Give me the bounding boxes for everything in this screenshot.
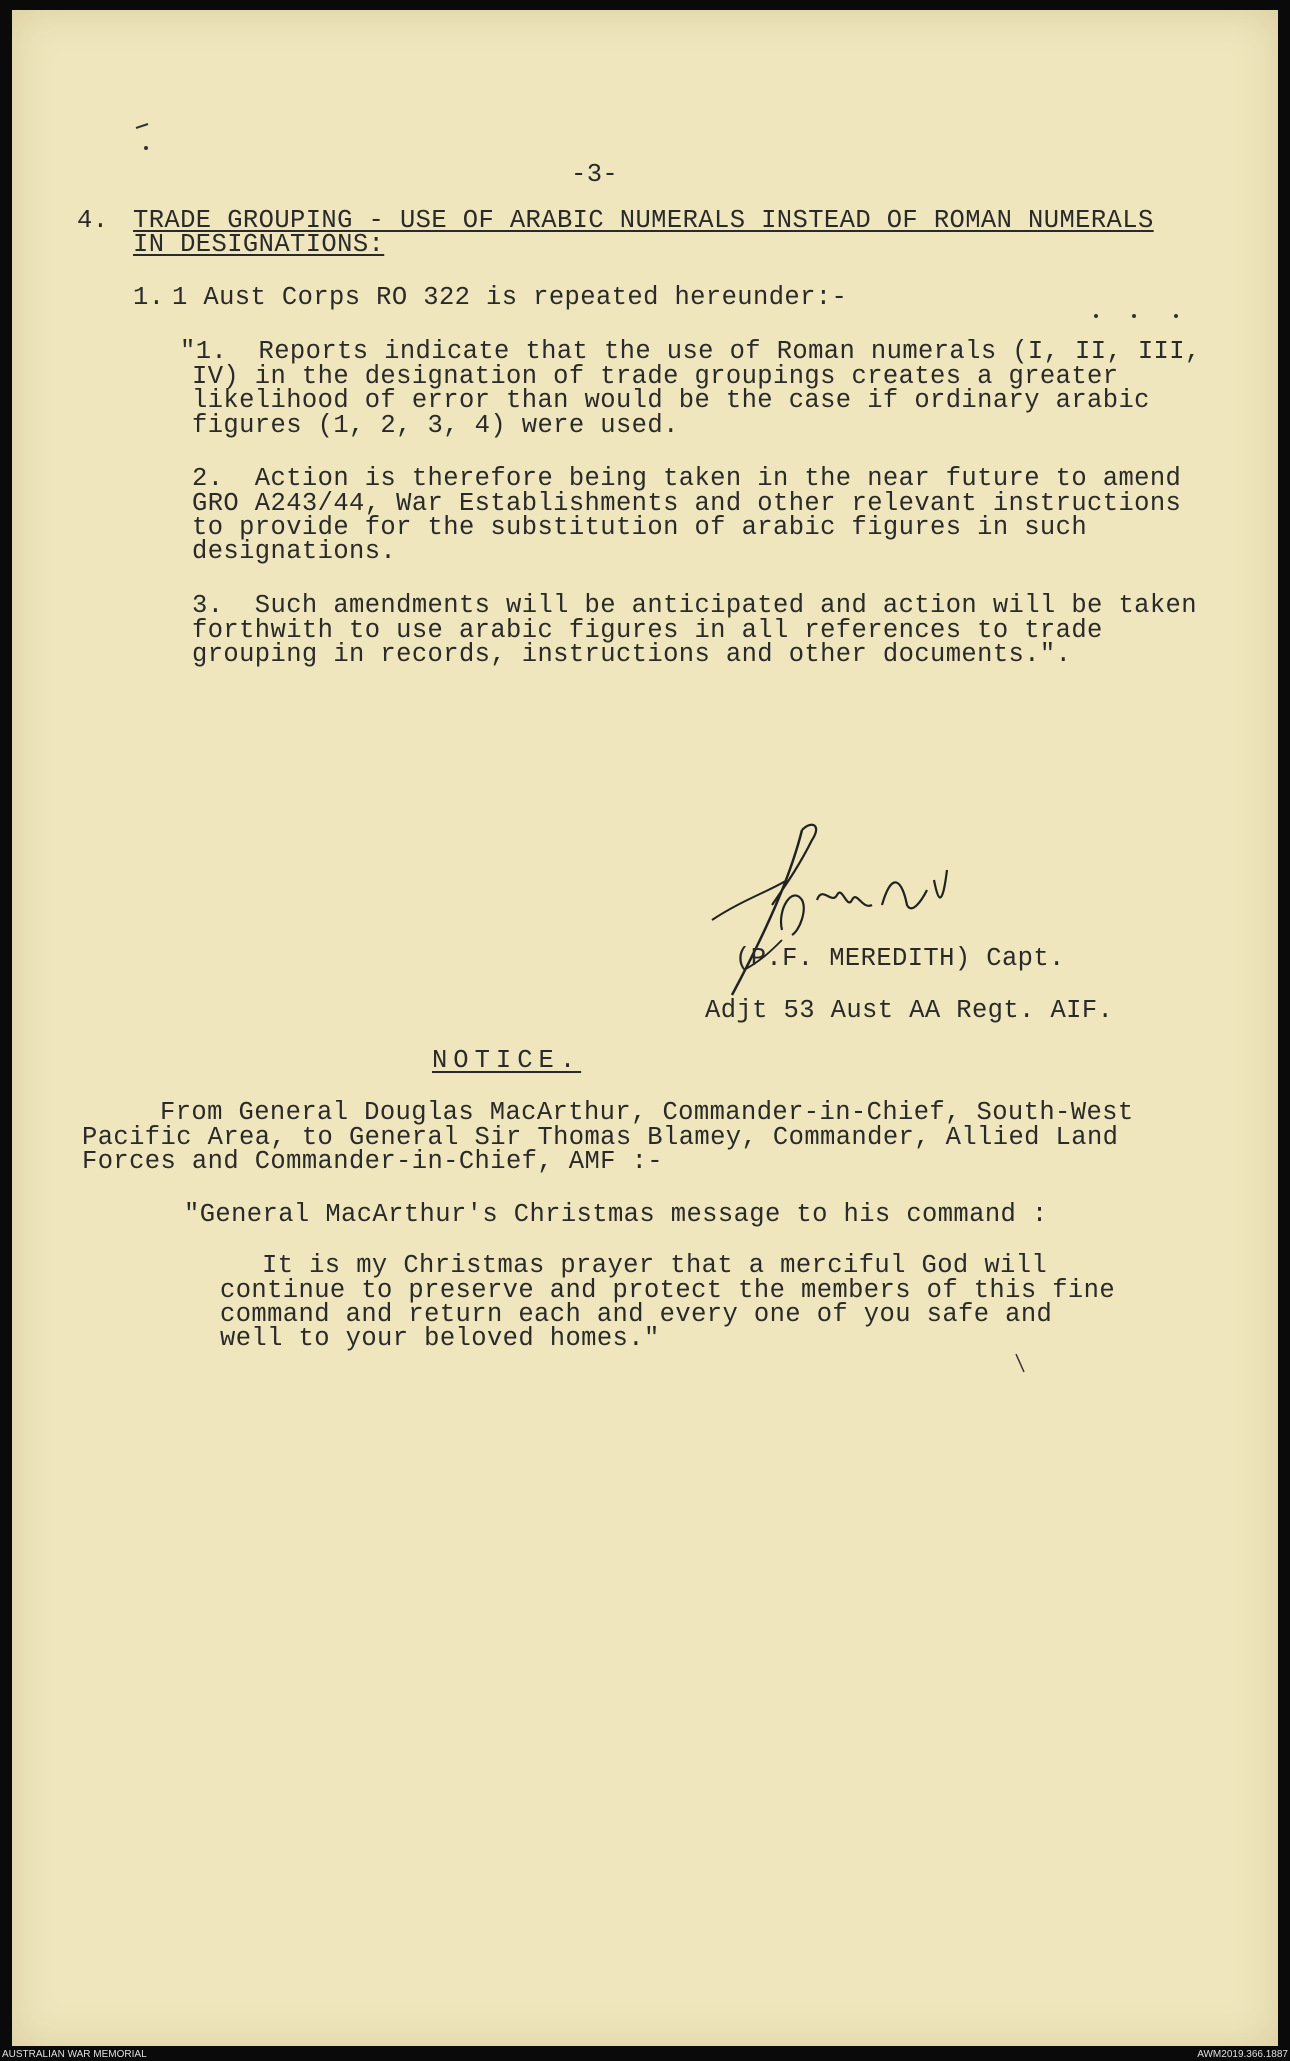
notice-intro-line: Forces and Commander-in-Chief, AMF :- xyxy=(82,1147,663,1176)
quote-line: forthwith to use arabic figures in all references to trade xyxy=(192,616,1103,645)
section-number: 4. xyxy=(77,206,109,235)
quote-line: 2. Action is therefore being taken in the near future to amend xyxy=(192,464,1182,493)
handwritten-signature xyxy=(672,810,1012,1010)
notice-intro-line: Pacific Area, to General Sir Thomas Blamey, Commander, Allied Land xyxy=(82,1123,1119,1152)
quote-line: likelihood of error than would be the case if ordinary arabic xyxy=(192,386,1150,415)
notice-intro-line: From General Douglas MacArthur, Commander-in-Chief, South-West xyxy=(160,1098,1134,1127)
stray-mark xyxy=(132,110,172,160)
message-line: command and return each and every one of you safe and xyxy=(220,1300,1053,1329)
quote-line: designations. xyxy=(192,537,397,566)
stray-mark xyxy=(1012,1350,1032,1380)
section-heading-line-1: TRADE GROUPING - USE OF ARABIC NUMERALS INSTEAD OF ROMAN NUMERALS xyxy=(133,206,1154,235)
document-body xyxy=(12,10,1278,2046)
quote-line: figures (1, 2, 3, 4) were used. xyxy=(192,411,679,440)
footer-institution: AUSTRALIAN WAR MEMORIAL xyxy=(2,2049,147,2060)
item-number: 1. xyxy=(133,283,165,312)
stray-mark xyxy=(1092,310,1182,322)
notice-heading: NOTICE. xyxy=(432,1046,582,1075)
quote-line: IV) in the designation of trade groupings creates a greater xyxy=(192,362,1119,391)
section-heading-line-2: IN DESIGNATIONS: xyxy=(133,230,385,259)
quote-line: 3. Such amendments will be anticipated and action will be taken xyxy=(192,591,1197,620)
quote-line: GRO A243/44, War Establishments and other relevant instructions xyxy=(192,489,1182,518)
document-page xyxy=(12,10,1278,2046)
message-line: It is my Christmas prayer that a merciful God will xyxy=(262,1251,1048,1280)
quote-line: to provide for the substitution of arabic figures in such xyxy=(192,513,1088,542)
message-line: continue to preserve and protect the members of this fine xyxy=(220,1276,1116,1305)
signatory-title: Adjt 53 Aust AA Regt. AIF. xyxy=(705,996,1114,1025)
quote-line: "1. Reports indicate that the use of Roman numerals (I, II, III, xyxy=(180,337,1201,366)
item-intro: 1 Aust Corps RO 322 is repeated hereunder:- xyxy=(172,283,848,312)
page-number: -3- xyxy=(571,160,619,189)
footer-catalog-id: AWM2019.366.1887 xyxy=(1197,2049,1288,2060)
message-line: well to your beloved homes." xyxy=(220,1324,660,1353)
signatory-name: (P.F. MEREDITH) Capt. xyxy=(735,944,1065,973)
quote-line: grouping in records, instructions and other documents.". xyxy=(192,640,1072,669)
notice-quote-intro: "General MacArthur's Christmas message to his command : xyxy=(184,1200,1048,1229)
